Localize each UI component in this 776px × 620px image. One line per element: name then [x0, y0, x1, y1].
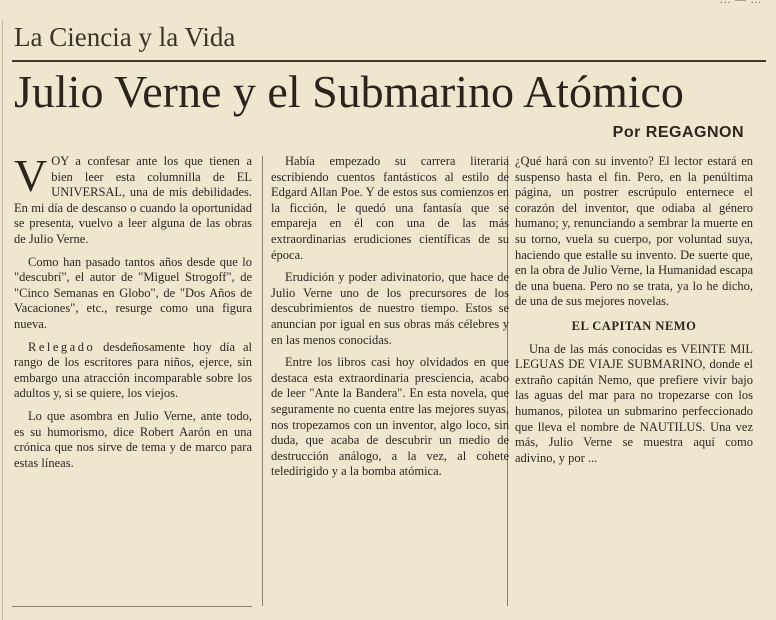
paragraph: Había empezado su carrera literaria escribiendo cuentos fantásticos al estilo de Edgard Allan Poe. Y de estos sus comienzos en la ficción, le quedó una fantasía que se empareja en él con una de las más extraordinarias erudiciones científicas de su época. — [271, 154, 509, 262]
column-divider-1 — [262, 156, 263, 606]
article-byline: Por REGAGNON — [612, 124, 744, 141]
paragraph: Lo que asombra en Julio Verne, ante todo, es su humorismo, dice Robert Aarón en una crónica que nos sirve de tema y de marco para estas líneas. — [14, 408, 252, 470]
subheading: EL CAPITAN NEMO — [571, 318, 697, 333]
top-page-fragment: ... — ... — [720, 0, 762, 6]
drop-cap: V — [14, 150, 48, 201]
paragraph: ¿Qué hará con su invento? El lector estará en suspenso hasta el fin. Pero, en la penúltima página, un postrer escrúpulo enternece el corazón del inventor, que odiaba al género humano; y, renunciando a sembrar la muerte en su torno, vuela su cuerpo, por voluntad suya, haciendo que estalle su invento. De suerte que, en la obra de Julio Verne, la Humanidad escapa de una buena. Pero no se trata, ya lo he dicho, de una de sus mejores novelas. — [515, 154, 753, 309]
paragraph: Una de las más conocidas es VEINTE MIL LEGUAS DE VIAJE SUBMARINO, donde el extraño capitán Nemo, que prefiere vivir bajo las aguas del mar para no tropezarse con los humanos, pilotea un submarino perfeccionado que lleva el nombre de NAUTILUS. Una vez más, Julio Verne se muestra aquí como adivino, y por ... — [515, 341, 753, 465]
left-edge-rule — [2, 20, 3, 620]
article-headline: Julio Verne y el Submarino Atómico — [14, 66, 684, 117]
section-title: La Ciencia y la Vida — [14, 22, 236, 52]
article-column-2 — [271, 154, 509, 487]
paragraph: VOY a confesar ante los que tienen a bien leer esta columnilla de EL UNIVERSAL, una de mis debilidades. En mi día de descanso o cuando la oportunidad se presenta, vuelvo a leer alguna de las obras de Julio Verne. — [14, 150, 252, 246]
paragraph: Como han pasado tantos años desde que lo "descubrí", el autor de "Miguel Strogoff", de "Cinco Semanas en Globo", de "Dos Años de Vacaciones", etc., resurge como una figura nueva. — [14, 254, 252, 331]
article-column-1 — [14, 150, 252, 478]
paragraph: Erudición y poder adivinatorio, que hace de Julio Verne uno de los precursores de los descubrimientos de nuestro tiempo. Estos se anuncian por igual en sus obras más célebres y en las menos conocidas. — [271, 270, 509, 347]
article-column-3 — [515, 154, 753, 473]
bottom-divider — [12, 606, 252, 607]
paragraph: Entre los libros casi hoy olvidados en que destaca esta extraordinaria presciencia, acabo de leer "Ante la Bandera". En esta novela, que seguramente no cuenta entre las mejores suyas, nos tropezamos con un inventor, algo loco, sin duda, que acaba de descubrir un medio de destrucción análogo, a la vez, al cohete teledirigido y a la bomba atómica. — [271, 355, 509, 479]
paragraph: Relegado desdeñosamente hoy día al rango de los escritores para niños, ejerce, sin embargo una atracción incomparable sobre los adultos y, si se quiere, los viejos. — [14, 339, 252, 401]
